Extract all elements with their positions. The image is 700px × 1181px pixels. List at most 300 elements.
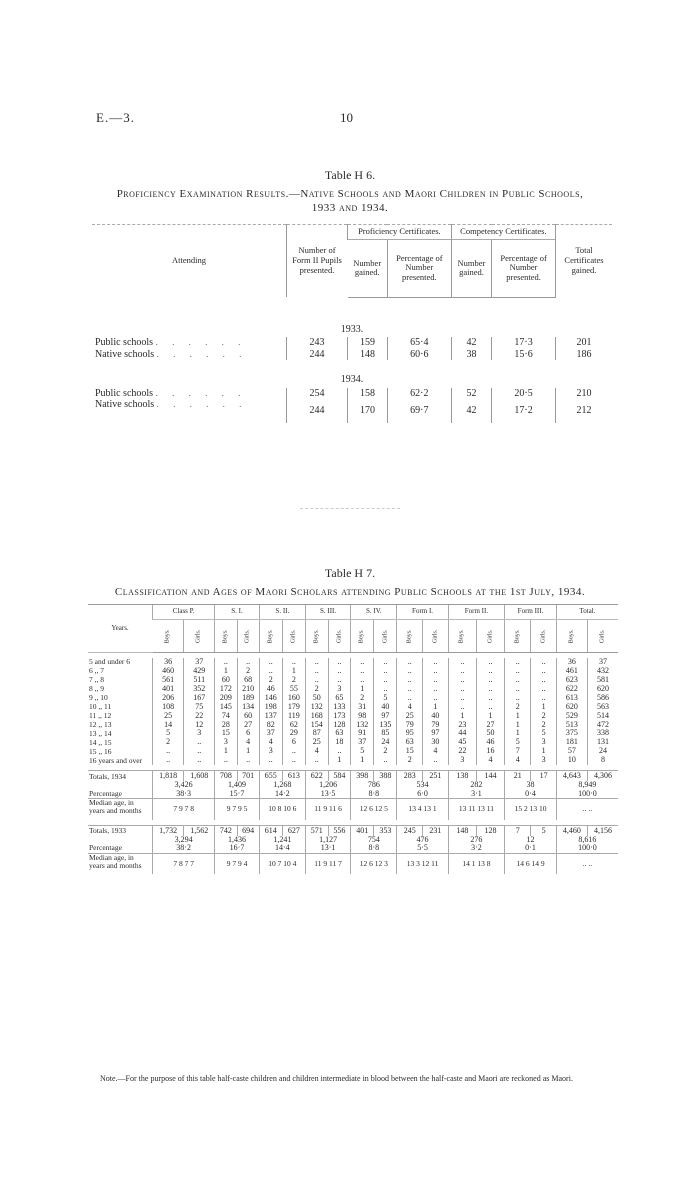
table-cell: 0·4 <box>505 790 557 799</box>
table-cell: 100·0 <box>556 790 618 799</box>
table-cell: .. <box>448 685 476 694</box>
table-cell: 173 <box>328 712 351 721</box>
table-cell: .. <box>374 685 397 694</box>
table-cell: 25 <box>153 712 184 721</box>
table-cell: 23 <box>448 721 476 730</box>
row-label: 5 and under 6 <box>89 657 131 667</box>
table-cell: 2 <box>237 667 259 676</box>
table-cell: 3 <box>328 685 351 694</box>
table-cell: 13·5 <box>305 790 350 799</box>
table-cell: .. <box>505 667 531 676</box>
table-cell: 2 <box>397 756 423 765</box>
table-cell: 146 <box>259 694 282 703</box>
row-label: Public schools <box>95 387 154 399</box>
table-cell: 571 <box>305 825 328 835</box>
table-cell: .. <box>476 676 504 685</box>
table-cell: 3·1 <box>448 790 504 799</box>
table-cell: .. <box>423 658 449 667</box>
table-cell: 28 <box>215 721 237 730</box>
table-cell: 60 <box>237 712 259 721</box>
table-cell: 14·2 <box>259 790 305 799</box>
cell-presented: 243 <box>287 337 348 349</box>
table-cell: .. <box>374 676 397 685</box>
table-cell: 563 <box>588 703 619 712</box>
table-cell: 0·1 <box>505 844 557 853</box>
table-cell: .. <box>282 747 305 756</box>
table-row <box>92 349 612 361</box>
table-cell: 198 <box>259 703 282 712</box>
table-cell: 60 <box>215 676 237 685</box>
table-cell: .. <box>476 685 504 694</box>
table-cell: 4,460 <box>556 825 587 835</box>
leader-dots: . . . . . . <box>156 348 248 359</box>
table-cell: 388 <box>374 771 397 781</box>
table-cell: 5 <box>505 738 531 747</box>
boys-header: Boys. <box>267 629 274 644</box>
table-cell: .. <box>448 658 476 667</box>
table-cell: 128 <box>476 825 504 835</box>
table-cell: 5 <box>531 825 557 835</box>
table-cell: 1,732 <box>153 825 184 835</box>
table-cell: 2 <box>531 712 557 721</box>
table-cell: .. <box>374 658 397 667</box>
table-cell: 1 <box>505 721 531 730</box>
table-cell: 63 <box>397 738 423 747</box>
table-cell: .. <box>505 658 531 667</box>
cell-presented: 244 <box>287 399 348 423</box>
table-cell: 145 <box>215 703 237 712</box>
table-cell: 172 <box>215 685 237 694</box>
table-cell: .. <box>351 667 374 676</box>
table-cell: 514 <box>588 712 619 721</box>
table-cell: .. <box>476 667 504 676</box>
table-cell: 8·8 <box>351 844 397 853</box>
col-presented: Number of Form II Pupils presented. <box>287 225 348 298</box>
table-cell: 620 <box>556 703 587 712</box>
table-cell: 74 <box>215 712 237 721</box>
table-cell: .. <box>328 747 351 756</box>
table-cell: 11 9 11 7 <box>305 853 350 874</box>
table-cell: .. <box>282 658 305 667</box>
cell-comp-gained: 42 <box>451 399 491 423</box>
table-cell: 27 <box>476 721 504 730</box>
table-cell: 8 <box>588 756 619 765</box>
table-cell: 1 <box>351 685 374 694</box>
boys-header: Boys. <box>164 629 171 644</box>
table-cell: 132 <box>305 703 328 712</box>
row-label: Native schools <box>95 399 155 411</box>
table-cell: 24 <box>588 747 619 756</box>
table-cell: 63 <box>328 729 351 738</box>
cell-prof-gained: 158 <box>348 388 388 400</box>
table-cell: .. <box>505 676 531 685</box>
table-cell: 1 <box>423 703 449 712</box>
col-s4: S. IV. <box>351 605 397 620</box>
table-cell: 1,562 <box>184 825 215 835</box>
cell-comp-gained: 42 <box>451 337 491 349</box>
table-h6-title: Proficiency Examination Results.—Native Schools and Maori Children in Public Schools, <box>116 188 584 200</box>
table-cell: 534 <box>397 781 448 789</box>
table-note: Note.—For the purpose of this table half-caste children and children intermediate in blood between the half-caste and Maori are reckoned as Maori. <box>100 1074 573 1083</box>
boys-header: Boys. <box>406 629 413 644</box>
table-cell: 8,616 <box>556 836 618 844</box>
boys-header: Boys. <box>313 629 320 644</box>
table-cell: 432 <box>588 667 619 676</box>
row-label: 16 years and over <box>89 755 143 765</box>
row-label: Totals, 1934 <box>88 771 153 781</box>
col-s1: S. I. <box>215 605 259 620</box>
median-row <box>88 799 618 820</box>
table-cell: 144 <box>476 771 504 781</box>
table-cell: 1,608 <box>184 771 215 781</box>
table-cell: 137 <box>259 712 282 721</box>
girls-header: Girls. <box>487 629 494 644</box>
table-cell: .. <box>423 694 449 703</box>
table-cell: 50 <box>305 694 328 703</box>
table-cell: 1,436 <box>215 836 259 844</box>
table-cell: 79 <box>423 721 449 730</box>
percentage-row <box>88 844 618 853</box>
table-cell: 556 <box>328 825 351 835</box>
table-cell: 12 6 12 5 <box>351 799 397 820</box>
table-cell: 206 <box>153 694 184 703</box>
col-form3: Form III. <box>505 605 557 620</box>
girls-header: Girls. <box>432 629 438 644</box>
table-cell: 8,949 <box>556 781 618 789</box>
table-cell: .. <box>374 667 397 676</box>
table-cell: 398 <box>351 771 374 781</box>
table-cell: 4,306 <box>588 771 619 781</box>
cell-presented: 254 <box>287 388 348 400</box>
table-cell: .. <box>423 676 449 685</box>
table-cell: 95 <box>397 729 423 738</box>
table-cell: 622 <box>305 771 328 781</box>
cell-total: 210 <box>556 388 613 400</box>
cell-total: 201 <box>556 337 613 349</box>
table-cell: 167 <box>184 694 215 703</box>
table-cell: 2 <box>351 694 374 703</box>
totals-row <box>88 771 618 781</box>
table-cell: 14·4 <box>259 844 305 853</box>
girls-header: Girls. <box>244 629 251 644</box>
table-cell: .. <box>305 756 328 765</box>
table-cell: 40 <box>374 703 397 712</box>
table-cell: 1 <box>328 756 351 765</box>
table-cell: 2 <box>374 747 397 756</box>
table-cell: .. <box>351 658 374 667</box>
table-cell: 12 <box>184 721 215 730</box>
table-cell: .. <box>153 747 184 756</box>
row-label: Percentage <box>89 788 122 798</box>
table-cell: .. <box>397 685 423 694</box>
cell-prof-gained: 159 <box>348 337 388 349</box>
row-label: Totals, 1933 <box>88 825 153 835</box>
row-label: 14 ,, 15 <box>89 737 112 747</box>
table-cell: 15 <box>397 747 423 756</box>
table-cell: 5 <box>153 729 184 738</box>
table-cell: 98 <box>351 712 374 721</box>
table-cell: 65 <box>328 694 351 703</box>
table-cell: 375 <box>556 729 587 738</box>
percentage-row <box>88 790 618 799</box>
table-cell: 82 <box>259 721 282 730</box>
table-cell: 62 <box>282 721 305 730</box>
table-row <box>92 388 612 400</box>
table-cell: 276 <box>448 836 504 844</box>
table-cell: 27 <box>237 721 259 730</box>
col-form2: Form II. <box>448 605 504 620</box>
boys-header: Boys. <box>358 629 365 644</box>
table-cell: 21 <box>505 771 531 781</box>
table-cell: .. <box>423 685 449 694</box>
row-label: 11 ,, 12 <box>89 710 112 720</box>
table-cell: .. <box>448 676 476 685</box>
table-cell: 133 <box>328 703 351 712</box>
table-cell: 50 <box>476 729 504 738</box>
table-cell: 2 <box>153 738 184 747</box>
cell-comp-pct: 20·5 <box>492 388 556 400</box>
table-cell: .. <box>305 658 328 667</box>
row-label: Median age, in years and months <box>88 799 153 820</box>
table-cell: 14 1 13 8 <box>448 853 504 874</box>
table-cell: 57 <box>556 747 587 756</box>
table-cell: .. <box>476 658 504 667</box>
table-cell: 37 <box>259 729 282 738</box>
table-cell: 3 <box>184 729 215 738</box>
table-cell: 13 3 12 11 <box>397 853 448 874</box>
table-cell: 17 <box>531 771 557 781</box>
table-cell: 2 <box>505 703 531 712</box>
table-cell: 31 <box>351 703 374 712</box>
table-cell: 75 <box>184 703 215 712</box>
table-cell: 9 7 9 5 <box>215 799 259 820</box>
table-cell: 5 <box>531 729 557 738</box>
girls-header: Girls. <box>336 629 343 644</box>
table-cell: 2 <box>531 721 557 730</box>
col-class-p: Class P. <box>153 605 215 620</box>
table-cell: 614 <box>259 825 282 835</box>
table-cell: 40 <box>423 712 449 721</box>
table-cell: .. <box>153 756 184 765</box>
table-cell: 5·5 <box>397 844 448 853</box>
table-cell: .. <box>259 667 282 676</box>
table-h7-body <box>88 652 618 874</box>
row-label: 8 ,, 9 <box>89 683 104 693</box>
table-cell: 38·3 <box>153 790 215 799</box>
table-cell: 3 <box>259 747 282 756</box>
table-cell: 1 <box>531 703 557 712</box>
table-cell: 282 <box>448 781 504 789</box>
table-cell: 131 <box>588 738 619 747</box>
boys-header: Boys. <box>222 629 229 644</box>
table-cell: 4,156 <box>588 825 619 835</box>
table-cell: 620 <box>588 685 619 694</box>
table-cell: 10 7 10 4 <box>259 853 305 874</box>
table-cell: 36 <box>153 658 184 667</box>
table-cell: 613 <box>282 771 305 781</box>
divider <box>300 508 400 509</box>
table-cell: 30 <box>423 738 449 747</box>
table-cell: 210 <box>237 685 259 694</box>
table-cell: 1,409 <box>215 781 259 789</box>
report-code: E.—3. <box>96 110 135 125</box>
table-h6 <box>92 224 612 423</box>
girls-header: Girls. <box>381 629 388 644</box>
table-cell: 11 9 11 6 <box>305 799 350 820</box>
table-cell: 472 <box>588 721 619 730</box>
table-cell: .. <box>215 756 237 765</box>
table-cell: .. <box>397 658 423 667</box>
table-cell: 2 <box>259 676 282 685</box>
row-label: Median age, in years and months <box>88 853 153 874</box>
table-cell: 132 <box>351 721 374 730</box>
table-cell: 4 <box>397 703 423 712</box>
table-row <box>92 399 612 423</box>
table-cell: 460 <box>153 667 184 676</box>
table-cell: .. <box>397 667 423 676</box>
table-cell: 3 <box>531 738 557 747</box>
table-cell: 231 <box>423 825 449 835</box>
cell-comp-pct: 17·2 <box>492 399 556 423</box>
table-h7 <box>88 604 618 874</box>
median-row <box>88 853 618 874</box>
table-cell: 13 4 13 1 <box>397 799 448 820</box>
cell-comp-gained: 52 <box>451 388 491 400</box>
table-cell: 701 <box>237 771 259 781</box>
table-cell: .. <box>237 756 259 765</box>
table-cell: 45 <box>448 738 476 747</box>
table-cell: 97 <box>423 729 449 738</box>
table-cell: 13·1 <box>305 844 350 853</box>
table-cell: .. <box>351 676 374 685</box>
table-cell: 4 <box>305 747 328 756</box>
table-cell: 160 <box>282 694 305 703</box>
table-cell: .. <box>448 703 476 712</box>
table-cell: 283 <box>397 771 423 781</box>
cell-total: 212 <box>556 399 613 423</box>
table-cell: 3·2 <box>448 844 504 853</box>
cell-prof-gained: 148 <box>348 349 388 361</box>
table-cell: 29 <box>282 729 305 738</box>
table-cell: 1 <box>505 712 531 721</box>
table-cell: 37 <box>351 738 374 747</box>
table-cell: .. <box>531 676 557 685</box>
table-cell: 429 <box>184 667 215 676</box>
table-cell: 38·2 <box>153 844 215 853</box>
leader-dots: . . . . . . <box>155 337 247 348</box>
col-attending: Attending <box>92 225 287 298</box>
col-total: Total Certificates gained. <box>556 225 613 298</box>
table-cell: 581 <box>588 676 619 685</box>
table-cell: .. <box>531 685 557 694</box>
table-cell: 2 <box>305 685 328 694</box>
table-cell: 2 <box>282 676 305 685</box>
table-cell: 209 <box>215 694 237 703</box>
table-cell: 16·7 <box>215 844 259 853</box>
col-competency: Competency Certificates. <box>451 225 555 240</box>
cell-prof-gained: 170 <box>348 399 388 423</box>
table-cell: 6 <box>237 729 259 738</box>
table-cell: 36 <box>556 658 587 667</box>
table-cell: 694 <box>237 825 259 835</box>
table-cell: .. <box>282 756 305 765</box>
table-cell: 38 <box>505 781 557 789</box>
table-cell: 148 <box>448 825 476 835</box>
totals-row <box>88 825 618 835</box>
table-cell: 24 <box>374 738 397 747</box>
table-cell: 1,206 <box>305 781 350 789</box>
table-cell: 4 <box>505 756 531 765</box>
table-cell: 3 <box>215 738 237 747</box>
table-cell: 461 <box>556 667 587 676</box>
year-heading: 1934. <box>340 374 364 386</box>
col-prof-gained: Number gained. <box>348 239 388 297</box>
cell-comp-pct: 15·6 <box>492 349 556 361</box>
cell-prof-pct: 62·2 <box>387 388 451 400</box>
row-label: 15 ,, 16 <box>89 746 112 756</box>
table-cell: .. <box>531 658 557 667</box>
row-label: Percentage <box>89 843 122 853</box>
table-cell: .. <box>328 667 351 676</box>
table-cell: 138 <box>448 771 476 781</box>
table-cell: .. <box>531 694 557 703</box>
table-cell: 529 <box>556 712 587 721</box>
table-row <box>88 756 618 765</box>
table-cell: 7 <box>505 825 531 835</box>
table-cell: 22 <box>184 712 215 721</box>
table-cell: 754 <box>351 836 397 844</box>
table-cell: .. .. <box>556 853 618 874</box>
table-cell: 708 <box>215 771 237 781</box>
table-cell: .. <box>237 658 259 667</box>
table-cell: .. <box>397 676 423 685</box>
cell-presented: 244 <box>287 349 348 361</box>
table-cell: .. <box>305 667 328 676</box>
leader-dots: . . . . . . <box>155 387 247 398</box>
table-cell: 3,426 <box>153 781 215 789</box>
table-cell: .. <box>259 756 282 765</box>
table-cell: 1 <box>215 667 237 676</box>
cell-prof-pct: 65·4 <box>387 337 451 349</box>
table-cell: .. <box>397 694 423 703</box>
table-cell: .. <box>374 756 397 765</box>
cell-comp-pct: 17·3 <box>492 337 556 349</box>
boys-header: Boys. <box>568 629 575 644</box>
col-form1: Form I. <box>397 605 448 620</box>
table-cell: 46 <box>476 738 504 747</box>
table-cell: 168 <box>305 712 328 721</box>
table-cell: 25 <box>397 712 423 721</box>
col-proficiency: Proficiency Certificates. <box>348 225 452 240</box>
cell-prof-pct: 60·6 <box>387 349 451 361</box>
table-cell: 742 <box>215 825 237 835</box>
table-cell: 627 <box>282 825 305 835</box>
table-cell: 3,294 <box>153 836 215 844</box>
col-total: Total. <box>556 605 618 620</box>
table-cell: 16 <box>476 747 504 756</box>
table-h7-label: Table H 7. <box>324 566 376 580</box>
table-cell: 4 <box>237 738 259 747</box>
table-cell: 561 <box>153 676 184 685</box>
table-h7-title: Classification and Ages of Maori Scholars attending Public Schools at the 1st July, 1934. <box>114 586 586 598</box>
table-cell: 10 8 10 6 <box>259 799 305 820</box>
row-label: 12 ,, 13 <box>89 719 112 729</box>
table-cell: .. <box>328 676 351 685</box>
table-cell: .. <box>328 658 351 667</box>
table-cell: 22 <box>448 747 476 756</box>
table-cell: 586 <box>588 694 619 703</box>
table-cell: .. <box>423 756 449 765</box>
